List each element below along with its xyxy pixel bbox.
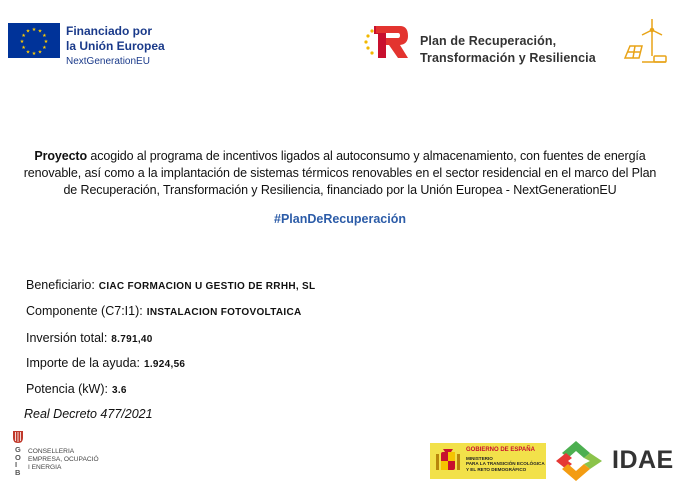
project-description xyxy=(20,148,660,199)
field-beneficiario-value: CIAC FORMACION U GESTIO DE RRHH, SL xyxy=(98,281,316,292)
prtr-line-1: Plan de Recuperación, xyxy=(420,34,557,48)
project-body: acogido al programa de incentivos ligados al autoconsumo y almacenamiento, con fuentes de energía renovable, así como a la implantación de sistemas térmicos renovables en el sector residencial en el marco del Plan de Recuperación, Transformación y Resiliencia, financiado por la Unión Europea - NextGenerationEU xyxy=(23,149,657,197)
goib-crest-icon xyxy=(12,430,24,444)
goib-letter: O xyxy=(15,452,21,462)
field-inversion xyxy=(26,331,153,345)
goib-letter: G xyxy=(15,445,21,454)
ministry-line: Y EL RETO DEMOGRÁFICO xyxy=(466,466,527,472)
goib-dept-line: CONSELLERIA xyxy=(28,448,75,455)
goib-department xyxy=(28,448,99,472)
field-componente-value: INSTALACION FOTOVOLTAICA xyxy=(146,307,302,318)
ministry-line: PARA LA TRANSICIÓN ECOLÓGICA xyxy=(466,461,545,467)
field-inversion-value: 8.791,40 xyxy=(111,334,153,345)
field-componente-label: Componente (C7:I1): xyxy=(26,304,143,318)
spain-coat-of-arms-icon xyxy=(433,446,463,476)
svg-text:★: ★ xyxy=(37,49,43,56)
svg-text:★: ★ xyxy=(19,39,25,45)
eu-funding-text xyxy=(66,24,165,69)
svg-text:★: ★ xyxy=(25,49,31,56)
prtr-logo xyxy=(362,22,410,62)
field-beneficiario xyxy=(26,278,315,292)
field-potencia xyxy=(26,382,127,396)
svg-text:★: ★ xyxy=(42,45,47,51)
svg-text:★: ★ xyxy=(31,27,37,33)
field-potencia-value: 3.6 xyxy=(111,385,127,396)
goib-logo xyxy=(12,430,112,490)
ministry-name xyxy=(466,456,545,472)
real-decreto: Real Decreto 477/2021 xyxy=(24,407,153,421)
svg-text:★: ★ xyxy=(21,33,26,39)
field-ayuda xyxy=(26,356,185,370)
svg-text:★: ★ xyxy=(37,28,43,35)
svg-text:★: ★ xyxy=(42,33,47,39)
goib-letter: B xyxy=(15,467,21,477)
field-potencia-label: Potencia (kW): xyxy=(26,382,108,396)
goib-dept-line: I ENERGIA xyxy=(28,464,62,471)
idae-text: IDAE xyxy=(612,446,674,474)
svg-text:★: ★ xyxy=(25,28,31,35)
field-ayuda-label: Importe de la ayuda: xyxy=(26,356,140,370)
ministry-logo xyxy=(430,443,546,479)
goib-letters xyxy=(15,446,21,476)
goib-dept-line: EMPRESA, OCUPACIÓ xyxy=(28,456,99,463)
eu-line-2: la Unión Europea xyxy=(66,39,165,53)
eu-line-1: Financiado por xyxy=(66,24,153,38)
svg-text:★: ★ xyxy=(43,39,49,45)
goib-letter: I xyxy=(15,460,18,469)
field-ayuda-value: 1.924,56 xyxy=(143,359,186,370)
idae-logo-mark-icon xyxy=(556,441,608,481)
svg-text:★: ★ xyxy=(31,51,37,57)
project-lead: Proyecto xyxy=(34,149,88,163)
ministry-gobierno: GOBIERNO DE ESPAÑA xyxy=(466,447,535,453)
eu-flag-logo xyxy=(8,23,60,58)
prtr-text xyxy=(420,33,596,67)
eu-line-3: NextGenerationEU xyxy=(66,56,150,67)
renewable-energy-icon xyxy=(622,18,668,66)
ministry-line: MINISTERIO xyxy=(466,456,493,461)
prtr-line-2: Transformación y Resiliencia xyxy=(420,51,596,65)
svg-text:★: ★ xyxy=(21,45,26,51)
hashtag: #PlanDeRecuperación xyxy=(274,212,406,226)
field-beneficiario-label: Beneficiario: xyxy=(26,278,95,292)
field-inversion-label: Inversión total: xyxy=(26,331,108,345)
field-componente xyxy=(26,304,302,318)
